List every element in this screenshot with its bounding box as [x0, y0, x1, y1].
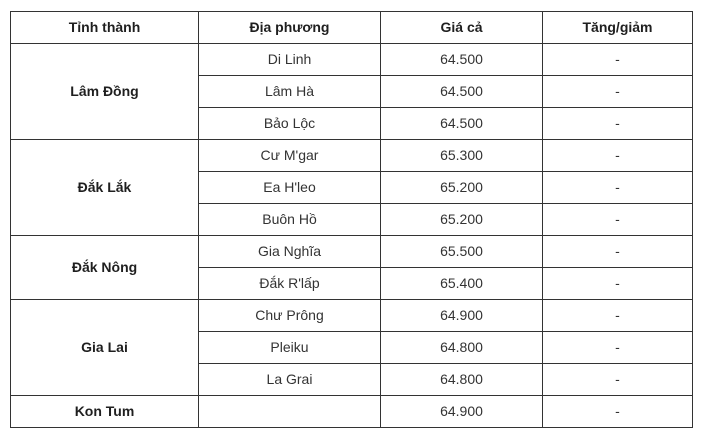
locality-cell: Bảo Lộc	[199, 108, 381, 140]
header-change: Tăng/giảm	[543, 12, 693, 44]
change-cell: -	[543, 300, 693, 332]
price-cell: 64.500	[381, 44, 543, 76]
price-cell: 65.400	[381, 268, 543, 300]
province-cell: Gia Lai	[11, 300, 199, 396]
table-header-row	[11, 12, 693, 44]
change-cell: -	[543, 236, 693, 268]
locality-cell: Gia Nghĩa	[199, 236, 381, 268]
change-cell: -	[543, 396, 693, 428]
locality-cell: Lâm Hà	[199, 76, 381, 108]
price-cell: 64.900	[381, 396, 543, 428]
price-cell: 65.500	[381, 236, 543, 268]
change-cell: -	[543, 140, 693, 172]
price-cell: 64.500	[381, 76, 543, 108]
change-cell: -	[543, 108, 693, 140]
locality-cell: La Grai	[199, 364, 381, 396]
table-row	[11, 140, 693, 172]
change-cell: -	[543, 44, 693, 76]
change-cell: -	[543, 268, 693, 300]
price-cell: 64.800	[381, 364, 543, 396]
price-cell: 65.200	[381, 172, 543, 204]
table-row	[11, 44, 693, 76]
locality-cell: Cư M'gar	[199, 140, 381, 172]
price-cell: 65.200	[381, 204, 543, 236]
price-cell: 65.300	[381, 140, 543, 172]
table-row	[11, 300, 693, 332]
price-cell: 64.800	[381, 332, 543, 364]
province-cell: Kon Tum	[11, 396, 199, 428]
locality-cell: Đắk R'lấp	[199, 268, 381, 300]
province-cell: Đắk Lắk	[11, 140, 199, 236]
price-table	[10, 11, 693, 428]
locality-cell: Ea H'leo	[199, 172, 381, 204]
locality-cell: Pleiku	[199, 332, 381, 364]
table-row	[11, 396, 693, 428]
header-price: Giá cả	[381, 12, 543, 44]
locality-cell: Chư Prông	[199, 300, 381, 332]
price-table-container	[10, 11, 693, 428]
province-cell: Đắk Nông	[11, 236, 199, 300]
locality-cell: Buôn Hồ	[199, 204, 381, 236]
price-cell: 64.900	[381, 300, 543, 332]
header-locality: Địa phương	[199, 12, 381, 44]
change-cell: -	[543, 364, 693, 396]
locality-cell: Di Linh	[199, 44, 381, 76]
table-row	[11, 236, 693, 268]
change-cell: -	[543, 172, 693, 204]
province-cell: Lâm Đồng	[11, 44, 199, 140]
price-cell: 64.500	[381, 108, 543, 140]
change-cell: -	[543, 204, 693, 236]
change-cell: -	[543, 332, 693, 364]
locality-cell	[199, 396, 381, 428]
header-province: Tỉnh thành	[11, 12, 199, 44]
change-cell: -	[543, 76, 693, 108]
